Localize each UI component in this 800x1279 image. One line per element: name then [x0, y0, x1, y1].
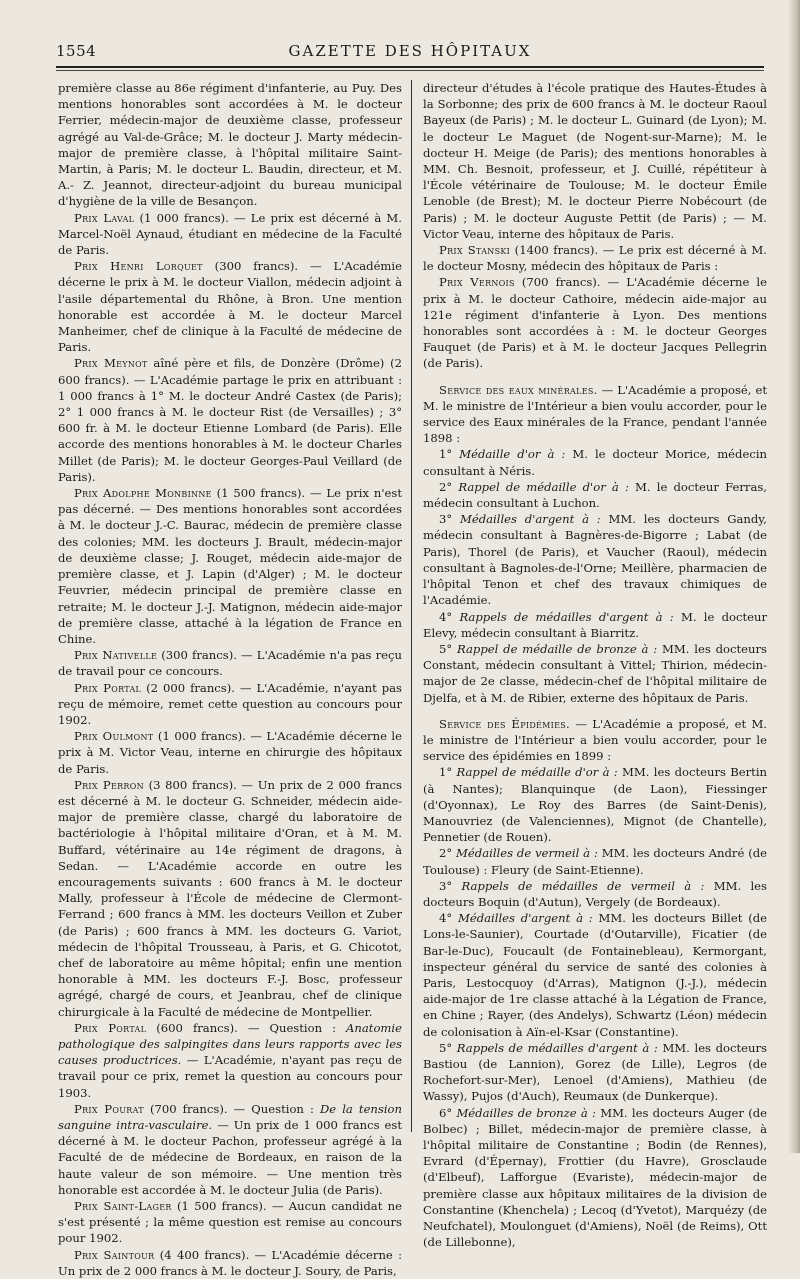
award-category: Médailles d'argent à : [459, 512, 601, 527]
item-number: 5° [439, 1040, 457, 1055]
left-paragraph-11 [58, 1198, 402, 1247]
page-edge-shadow [788, 0, 800, 1153]
paragraph-text: (1 000 francs). — Le prix est décerné à M. Marcel-Noël Aynaud, étudiant en médecine de la Faculté de Paris. [58, 210, 402, 258]
right-column [423, 80, 767, 1250]
prize-name: Prix Saint-Lager [74, 1199, 172, 1214]
paragraph-text: M. le docteur Ferras, médecin consultant à Luchon. [423, 479, 767, 511]
left-paragraph-3 [58, 355, 402, 485]
paragraph-text: MM. les docteurs Billet (de Lons-le-Saunier), Courtade (d'Outarville), Ficatier (de Bar-le-Duc), Foucault (de Fontainebleau), Kermorgant, inspecteur général du service de santé des colonies à Paris, Lestocquoy (d'Arras), Matignon (J.-J.), médecin aide-major de 1re classe attaché à la Légation de France, en Chine ; Rayer, (des Andelys), Schwartz (Léon) médecin de colonisation à Aïn-el-Ksar (Constantine). [423, 911, 767, 1039]
prize-name: Prix Nativelle [74, 648, 158, 663]
award-category: Rappel de médaille d'or à : [458, 479, 629, 494]
paragraph-text: — L'Académie a proposé, et M. le ministre de l'Intérieur a bien voulu accorder, pour le service des épidémies en 1899 : [423, 716, 767, 764]
page-number: 1554 [56, 42, 97, 60]
award-category: Médailles de vermeil à : [456, 846, 598, 861]
prize-name: Prix Pourat [74, 1101, 144, 1116]
right-paragraph-14 [423, 1040, 767, 1105]
question-title: De la tension sanguine intra-vasculaire. [58, 1101, 402, 1132]
left-paragraph-2 [58, 258, 402, 355]
header-rule-thick [56, 66, 764, 68]
prize-name: Prix Adolphe Monbinne [74, 486, 212, 501]
left-paragraph-5 [58, 647, 402, 679]
right-paragraph-5 [423, 479, 767, 511]
right-paragraph-11 [423, 845, 767, 877]
page-header [56, 40, 764, 64]
paragraph-text: (700 francs). — Question : [143, 1101, 320, 1116]
item-number: 2° [439, 479, 459, 494]
left-paragraph-12 [58, 1247, 402, 1279]
right-paragraph-0 [423, 80, 767, 242]
left-paragraph-8 [58, 777, 402, 1020]
award-category: Médaille d'or à : [459, 447, 566, 462]
paragraph-text: M. le docteur Elevy, médecin consultant à Biarritz. [423, 609, 768, 640]
item-number: 4° [439, 911, 458, 926]
right-paragraph-10 [423, 764, 767, 845]
header-rule-thin [56, 70, 764, 71]
prize-name: Prix Oulmont [74, 729, 154, 744]
left-paragraph-10 [58, 1101, 402, 1198]
prize-name: Prix Henri Lorquet [74, 259, 203, 274]
item-number: 6° [439, 1105, 457, 1120]
paragraph-text: (1 500 francs). — Le prix n'est pas décerné. — Des mentions honorables sont accordées à M. le docteur J.-C. Baurac, médecin de première classe des colonies; MM. les docteurs J. Brault, médecin-major de deuxième classe; J. Rouget, médecin aide-major de première classe, et J. Lapin (d'Alger) ; M. le docteur Feuvrier, médecin principal de première classe en retraite; M. le docteur J.-J. Matignon, médecin aide-major de première classe, attaché à la légation de France en Chine. [58, 486, 402, 646]
journal-title: GAZETTE DES HÔPITAUX [288, 42, 532, 60]
right-paragraph-3 [423, 382, 767, 447]
column-divider [411, 80, 412, 1132]
right-paragraph-1 [423, 242, 767, 274]
section-heading: Service des Épidémies. [439, 716, 571, 731]
award-category: Rappels de médailles d'argent à : [456, 1040, 658, 1055]
paragraph-text: directeur d'études à l'école pratique des Hautes-Études à la Sorbonne; des prix de 600 francs à M. le docteur Raoul Bayeux (de Paris) ; M. le docteur L. Guinard (de Lyon); M. le docteur Le Maguet (de Nogent-sur-Marne); M. le docteur H. Meige (de Paris); des mentions honorables à MM. Ch. Besnoit, professeur, et J. Cuillé, répétiteur à l'École vétérinaire de Toulouse; M. le docteur Émile Lenoble (de Brest); M. le docteur Pierre Nobécourt (de Paris) ; M. le docteur Auguste Pettit (de Paris) ; — M. Victor Veau, interne des hôpitaux de Paris. [423, 81, 767, 241]
paragraph-text: première classe au 86e régiment d'infanterie, au Puy. Des mentions honorables sont accordées à M. le docteur Ferrier, médecin-major de deuxième classe, professeur agrégé au Val-de-Grâce; M. le docteur J. Marty médecin-major de première classe, à l'hôpital militaire Saint-Martin, à Paris; M. le docteur L. Baudin, directeur, et M. A.- Z. Jeannot, directeur-adjoint du bureau municipal d'hygiène de la ville de Besançon. [58, 81, 402, 209]
item-number: 3° [439, 878, 462, 893]
prize-name: Prix Saintour [74, 1247, 155, 1262]
paragraph-text: — L'Académie a proposé, et M. le ministre de l'Intérieur a bien voulu accorder, pour le service des Eaux minérales de la France, pendant l'année 1898 : [423, 382, 767, 446]
prize-name: Prix Vernois [439, 275, 515, 290]
paragraph-text: — L'Académie, n'ayant pas reçu de travail pour ce prix, remet la question au concours pour 1903. [58, 1053, 402, 1100]
paragraph-text: — Un prix de 1 000 francs est décerné à M. le docteur Pachon, professeur agrégé à la Faculté de de médecine de Bordeaux, en raison de la haute valeur de son mémoire. — Une mention très honorable est accordée à M. le docteur Julia (de Paris). [58, 1118, 403, 1197]
left-paragraph-0 [58, 80, 402, 210]
section-heading: Service des eaux minérales. [439, 382, 598, 397]
right-paragraph-15 [423, 1105, 767, 1251]
item-number: 4° [439, 609, 460, 624]
item-number: 2° [439, 846, 457, 861]
paragraph-text: (1 000 francs). — L'Académie décerne le prix à M. Victor Veau, interne en chirurgie des hôpitaux de Paris. [58, 729, 402, 776]
award-category: Rappel de médaille de bronze à : [457, 641, 658, 656]
paragraph-text: MM. les docteurs Bastiou (de Lannion), Gorez (de Lille), Legros (de Rochefort-sur-Mer), Lenoel (d'Amiens), Mathieu (de Wassy), Pujos (d'Auch), Reumaux (de Dunkerque). [423, 1040, 767, 1104]
paragraph-text: M. le docteur Morice, médecin consultant à Néris. [423, 447, 767, 478]
right-paragraph-4 [423, 446, 767, 478]
paragraph-text: MM. les docteurs Gandy, médecin consultant à Bagnères-de-Bigorre ; Labat (de Paris), Thorel (de Paris), et Vaucher (Raoul), médecin consultant à Bagnoles-de-l'Orne; Meillère, pharmacien de l'hôpital Tenon et chef des travaux chimiques de l'Académie. [423, 512, 767, 608]
prize-name: Prix Laval [74, 210, 135, 225]
prize-name: Prix Portal [74, 680, 142, 695]
left-paragraph-6 [58, 680, 402, 729]
paragraph-text: MM. les docteurs Constant, médecin consultant à Vittel; Thirion, médecin-major de 2e classe, médecin-chef de l'hôpital militaire de Djelfa, et à M. de Ribier, externe des hôpitaux de Paris. [423, 641, 767, 705]
item-number: 5° [439, 641, 457, 656]
award-category: Médailles d'argent à : [457, 911, 593, 926]
left-paragraph-7 [58, 728, 402, 777]
prize-name: Prix Perron [74, 777, 144, 792]
item-number: 1° [439, 765, 457, 780]
prize-name: Prix Stanski [439, 243, 511, 258]
paragraph-text: (300 francs). — L'Académie décerne le prix à M. le docteur Viallon, médecin adjoint à l'asile départemental du Rhône, à Bron. Une mention honorable est accordée à M. le docteur Marcel Manheimer, chef de clinique à la Faculté de médecine de Paris. [58, 259, 402, 355]
left-paragraph-1 [58, 210, 402, 259]
paragraph-text: (600 francs). — Question : [146, 1020, 347, 1035]
award-category: Rappel de médaille d'or à : [456, 765, 618, 780]
award-category: Médailles de bronze à : [456, 1105, 596, 1120]
paragraph-text: MM. les docteurs Auger (de Bolbec) ; Billet, médecin-major de première classe, à l'hôpital militaire de Constantine ; Bodin (de Rennes), Evrard (d'Épernay), Frottier (du Havre), Grosclaude (d'Elbeuf), Lafforgue (Evariste), médecin-major de première classe aux hôpitaux militaires de la division de Constantine (Khenchela) ; Lecoq (d'Yvetot), Marquézy (de Neufchatel), Moulonguet (d'Amiens), Noël (de Reims), Ott (de Lillebonne), [423, 1105, 767, 1250]
paragraph-text: (700 francs). — L'Académie décerne le prix à M. le docteur Cathoire, médecin aide-major au 121e régiment d'infanterie à Lyon. Des mentions honorables sont accordées à : M. le docteur Georges Fauquet (de Paris) et à M. le docteur Jacques Pellegrin (de Paris). [423, 275, 768, 371]
prize-name: Prix Meynot [74, 356, 148, 371]
paragraph-text: aîné père et fils, de Donzère (Drôme) (2 600 francs). — L'Académie partage le prix en attribuant : 1 000 francs à 1° M. le docteur André Castex (de Paris); 2° 1 000 francs à M. le docteur Rist (de Versailles) ; 3° 600 fr. à M. le docteur Etienne Lombard (de Paris). Elle accorde des mentions honorables à M. le docteur Charles Millet (de Paris); M. le docteur Georges-Paul Veillard (de Paris). [58, 356, 402, 484]
paragraph-text: MM. les docteurs Boquin (d'Autun), Vergely (de Bordeaux). [423, 878, 767, 909]
right-paragraph-13 [423, 910, 767, 1040]
right-paragraph-8 [423, 641, 767, 706]
paragraph-text: (1 500 francs). — Aucun candidat ne s'est présenté ; la même question est remise au concours pour 1902. [58, 1199, 403, 1246]
paragraph-text: (2 000 francs). — L'Académie, n'ayant pas reçu de mémoire, remet cette question au concours pour 1902. [58, 680, 402, 727]
right-paragraph-2 [423, 274, 767, 371]
paragraph-text: MM. les docteurs André (de Toulouse) : Fleury (de Saint-Etienne). [423, 846, 767, 877]
paragraph-text: (3 800 francs). — Un prix de 2 000 francs est décerné à M. le docteur G. Schneider, médecin aide-major de première classe, chargé du laboratoire de bactériologie à l'hôpital militaire d'Oran, et à M. M. Buffard, vétérinaire au 14e régiment de dragons, à Sedan. — L'Académie accorde en outre les encouragements suivants : 600 francs à M. le docteur Mally, professeur à l'École de médecine de Clermont-Ferrand ; 600 francs à MM. les docteurs Veillon et Zuber (de Paris) ; 600 francs à MM. les docteurs G. Variot, médecin de l'hôpital Trousseau, à Paris, et G. Chicotot, chef de laboratoire au même hôpital; enfin une mention honorable à MM. les docteurs F.-J. Bosc, professeur agrégé, chargé de cours, et Jeanbrau, chef de clinique chirurgicale à la Faculté de médecine de Montpellier. [58, 777, 402, 1019]
left-column [58, 80, 402, 1279]
paragraph-text: (300 francs). — L'Académie n'a pas reçu de travail pour ce concours. [58, 648, 402, 679]
prize-name: Prix Portal [74, 1020, 147, 1035]
award-category: Rappels de médailles d'argent à : [459, 609, 674, 624]
left-paragraph-4 [58, 485, 402, 647]
item-number: 1° [439, 447, 460, 462]
right-paragraph-7 [423, 609, 767, 641]
paragraph-text: MM. les docteurs Bertin (à Nantes); Blanquinque (de Laon), Fiessinger (d'Oyonnax), Le Roy des Barres (de Saint-Denis), Manouvriez (de Valenciennes), Mignot (de Chantelle), Pennetier (de Rouen). [423, 765, 767, 845]
left-paragraph-9 [58, 1020, 402, 1101]
right-paragraph-6 [423, 511, 767, 608]
award-category: Rappels de médailles de vermeil à : [461, 878, 705, 893]
paragraph-text: (4 400 francs). — L'Académie décerne : Un prix de 2 000 francs à M. le docteur J. Soury, de Paris, [58, 1247, 402, 1278]
paragraph-text: (1400 francs). — Le prix est décerné à M. le docteur Mosny, médecin des hôpitaux de Paris : [423, 243, 767, 274]
right-paragraph-9 [423, 716, 767, 765]
item-number: 3° [439, 512, 460, 527]
question-title: Anatomie pathologique des salpingites dans leurs rapports avec les causes productrices. [58, 1020, 402, 1068]
right-paragraph-12 [423, 878, 767, 910]
